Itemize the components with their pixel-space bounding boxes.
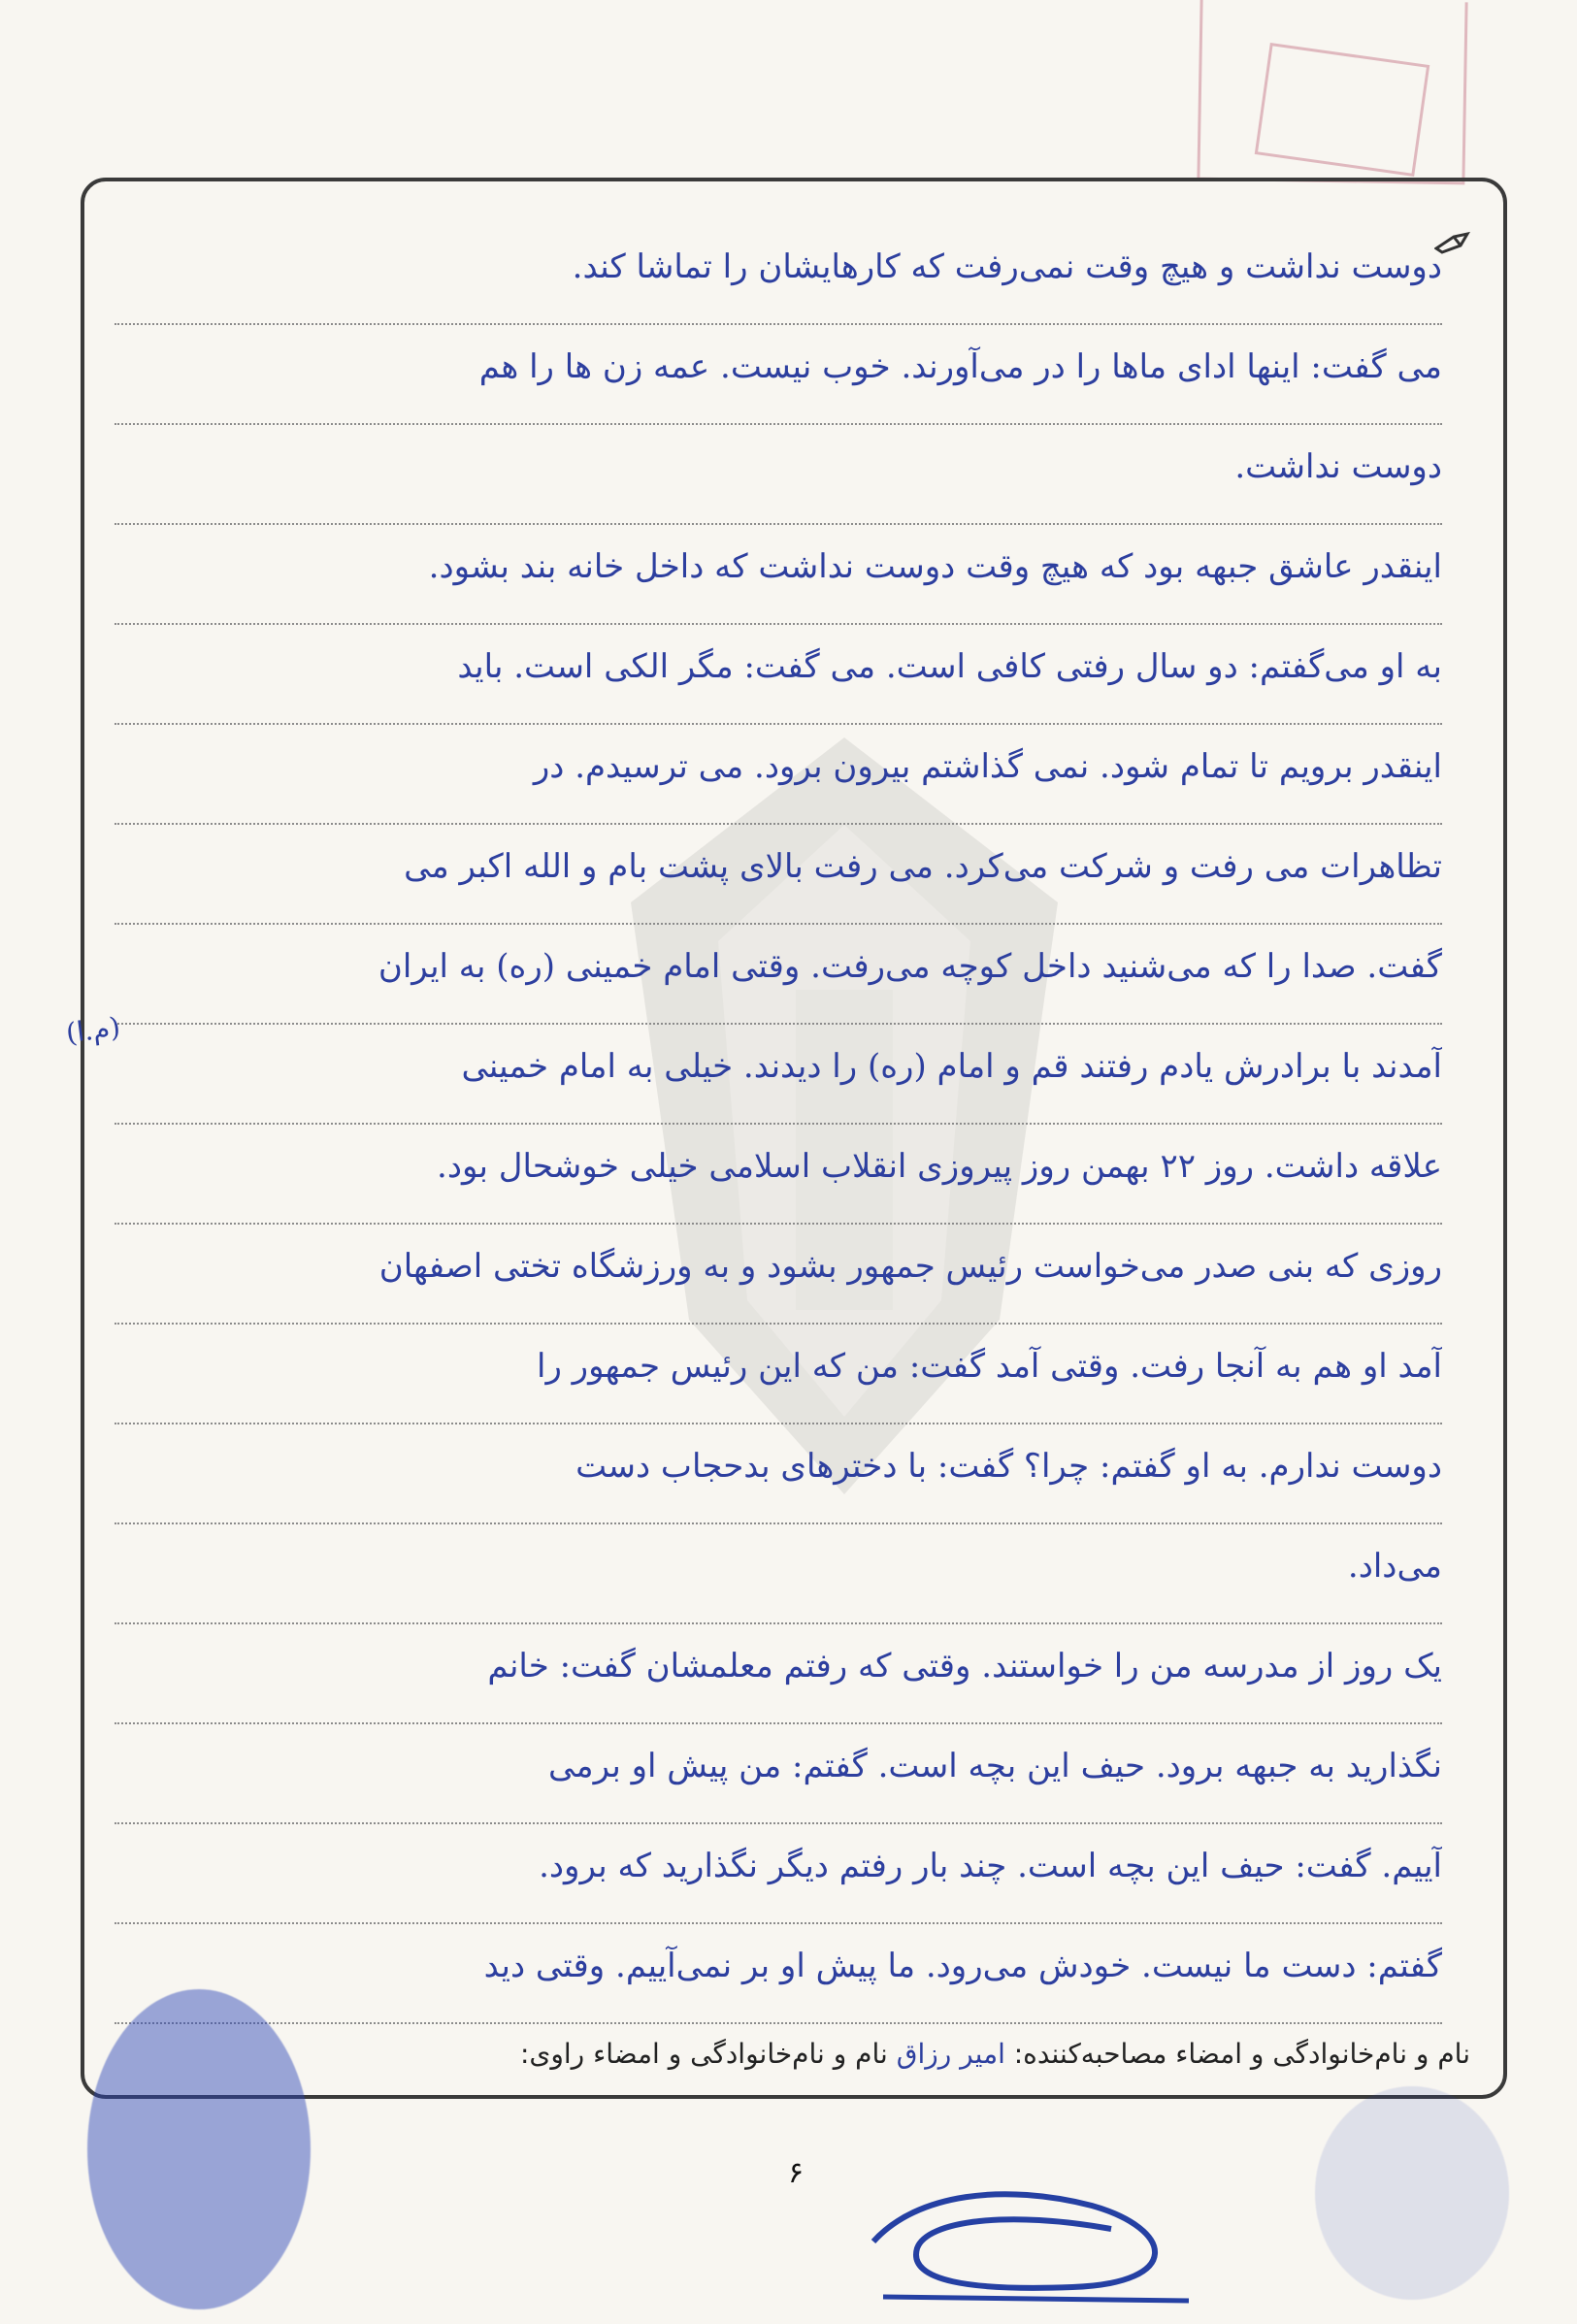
- text-line: آمدند با برادرش یادم رفتند قم و امام (ره) را دیدند. خیلی به امام خمینی: [115, 1025, 1442, 1125]
- text-line: دوست نداشت.: [115, 425, 1442, 525]
- text-line: گفتم: دست ما نیست. خودش می‌رود. ما پیش او بر نمی‌آییم. وقتی دید: [115, 1924, 1442, 2024]
- signature-icon: [864, 2178, 1223, 2314]
- text-line: علاقه داشت. روز ۲۲ بهمن روز پیروزی انقلاب اسلامی خیلی خوشحال بود.: [115, 1125, 1442, 1225]
- text-line: روزی که بنی صدر می‌خواست رئیس جمهور بشود و به ورزشگاه تختی اصفهان: [115, 1225, 1442, 1325]
- text-line: می‌داد.: [115, 1524, 1442, 1624]
- interviewer-label: نام و نام‌خانوادگی و امضاء مصاحبه‌کننده:: [1004, 2038, 1470, 2070]
- interviewer-name: امیر رزاق: [896, 2038, 1005, 2070]
- text-line: دوست نداشت و هیچ وقت نمی‌رفت که کارهایشان را تماشا کند.: [115, 225, 1442, 325]
- margin-note: (م.ا): [64, 1010, 122, 1050]
- text-line: دوست ندارم. به او گفتم: چرا؟ گفت: با دخترهای بدحجاب دست: [115, 1424, 1442, 1524]
- text-line: آمد او هم به آنجا رفت. وقتی آمد گفت: من که این رئیس جمهور را: [115, 1325, 1442, 1424]
- text-line: اینقدر عاشق جبهه بود که هیچ وقت دوست نداشت که داخل خانه بند بشود.: [115, 525, 1442, 625]
- page-number: ۶: [788, 2156, 805, 2190]
- text-line: یک روز از مدرسه من را خواستند. وقتی که رفتم معلمشان گفت: خانم: [115, 1624, 1442, 1724]
- fingerprint-icon: [87, 1989, 311, 2309]
- text-line: تظاهرات می رفت و شرکت می‌کرد. می رفت بالای پشت بام و الله اکبر می: [115, 825, 1442, 925]
- text-line: نگذارید به جبهه برود. حیف این بچه است. گفتم: من پیش او برمی: [115, 1724, 1442, 1824]
- text-line: آییم. گفت: حیف این بچه است. چند بار رفتم دیگر نگذارید که برود.: [115, 1824, 1442, 1924]
- text-line: می گفت: اینها ادای ما‌ها را در می‌آورند. خوب نیست. عمه زن ها را هم: [115, 325, 1442, 425]
- faint-fingerprint-icon: [1315, 2086, 1509, 2300]
- signature-label-row: [320, 2038, 1470, 2070]
- text-line: به او می‌گفتم: دو سال رفتی کافی است. می گفت: مگر الکی است. باید: [115, 625, 1442, 725]
- text-line: اینقدر برویم تا تمام شود. نمی گذاشتم بیرون برود. می ترسیدم. در: [115, 725, 1442, 825]
- stamp-inner-box: [1255, 43, 1430, 177]
- narrator-label: نام و نام‌خانوادگی و امضاء راوی:: [520, 2038, 888, 2070]
- handwritten-body: [115, 225, 1442, 2024]
- text-line: گفت. صدا را که می‌شنید داخل کوچه می‌رفت. وقتی امام خمینی (ره) به ایران: [115, 925, 1442, 1025]
